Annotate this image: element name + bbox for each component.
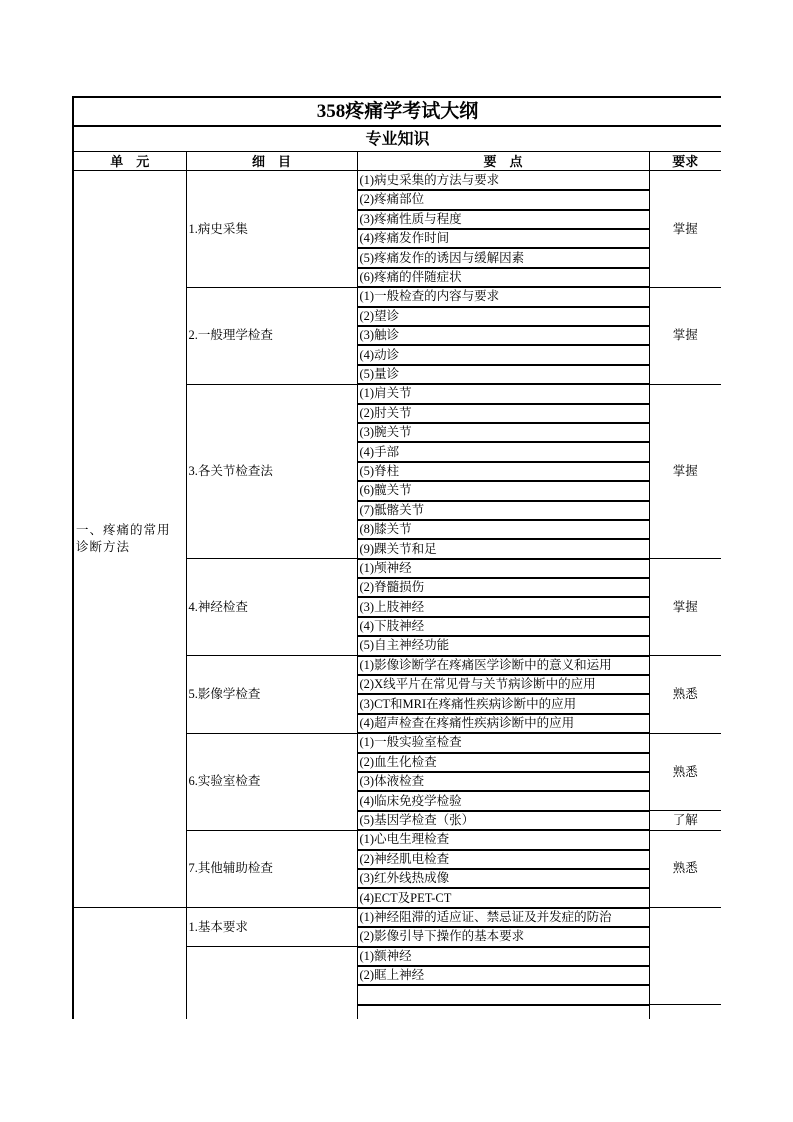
requirement-level <box>649 908 721 1005</box>
key-point <box>357 1005 649 1019</box>
key-point: (2)影像引导下操作的基本要求 <box>357 927 649 946</box>
key-point: (5)量诊 <box>357 365 649 384</box>
key-point: (5)基因学检查（张） <box>357 811 649 830</box>
key-point: (1)影像诊断学在疼痛医学诊断中的意义和运用 <box>357 656 649 675</box>
key-point: (2)血生化检查 <box>357 753 649 772</box>
syllabus-table <box>72 96 721 1019</box>
item-name <box>186 947 357 1019</box>
key-point: (3)腕关节 <box>357 423 649 442</box>
header-unit: 单 元 <box>73 152 186 171</box>
key-point: (3)体液检查 <box>357 772 649 791</box>
item-name: 3.各关节检查法 <box>186 384 357 559</box>
key-point: (4)动诊 <box>357 345 649 364</box>
key-point: (4)疼痛发作时间 <box>357 229 649 248</box>
item-name: 4.神经检查 <box>186 559 357 656</box>
table-row <box>73 908 721 927</box>
key-point: (1)神经阻滞的适应证、禁忌证及并发症的防治 <box>357 908 649 927</box>
syllabus-page <box>72 96 721 1019</box>
section-subtitle: 专业知识 <box>73 126 721 152</box>
requirement-level: 熟悉 <box>649 830 721 908</box>
header-requirement: 要求 <box>649 152 721 171</box>
key-point: (3)疼痛性质与程度 <box>357 210 649 229</box>
key-point: (2)肘关节 <box>357 404 649 423</box>
key-point: (1)额神经 <box>357 947 649 966</box>
key-point: (6)疼痛的伴随症状 <box>357 268 649 287</box>
page-title: 358疼痛学考试大纲 <box>73 97 721 126</box>
key-point: (9)踝关节和足 <box>357 539 649 558</box>
key-point: (1)肩关节 <box>357 384 649 403</box>
key-point: (1)病史采集的方法与要求 <box>357 171 649 190</box>
requirement-level: 熟悉 <box>649 733 721 811</box>
key-point: (1)一般实验室检查 <box>357 733 649 752</box>
key-point: (2)X线平片在常见骨与关节病诊断中的应用 <box>357 675 649 694</box>
header-item: 细 目 <box>186 152 357 171</box>
header-point: 要 点 <box>357 152 649 171</box>
key-point: (2)疼痛部位 <box>357 190 649 209</box>
item-name: 1.病史采集 <box>186 171 357 287</box>
key-point <box>357 985 649 1004</box>
key-point: (2)神经肌电检查 <box>357 850 649 869</box>
requirement-level: 掌握 <box>649 171 721 287</box>
key-point: (8)膝关节 <box>357 520 649 539</box>
key-point: (4)下肢神经 <box>357 617 649 636</box>
key-point: (1)心电生理检查 <box>357 830 649 849</box>
unit-name <box>73 908 186 1019</box>
table-row <box>73 171 721 190</box>
requirement-level: 熟悉 <box>649 656 721 734</box>
key-point: (2)望诊 <box>357 307 649 326</box>
key-point: (3)红外线热成像 <box>357 869 649 888</box>
key-point: (6)髋关节 <box>357 481 649 500</box>
requirement-level: 掌握 <box>649 384 721 559</box>
key-point: (2)眶上神经 <box>357 966 649 985</box>
key-point: (3)上肢神经 <box>357 597 649 616</box>
key-point: (3)CT和MRI在疼痛性疾病诊断中的应用 <box>357 694 649 713</box>
key-point: (1)一般检查的内容与要求 <box>357 287 649 306</box>
item-name: 2.一般理学检查 <box>186 287 357 384</box>
key-point: (2)脊髓损伤 <box>357 578 649 597</box>
key-point: (3)触诊 <box>357 326 649 345</box>
key-point: (7)骶髂关节 <box>357 501 649 520</box>
key-point: (5)自主神经功能 <box>357 636 649 655</box>
key-point: (1)颅神经 <box>357 559 649 578</box>
requirement-level: 了解 <box>649 811 721 830</box>
requirement-level: 掌握 <box>649 559 721 656</box>
requirement-level: 掌握 <box>649 287 721 384</box>
item-name: 1.基本要求 <box>186 908 357 947</box>
key-point: (4)超声检查在疼痛性疾病诊断中的应用 <box>357 714 649 733</box>
key-point: (4)手部 <box>357 442 649 461</box>
unit-name: 一、疼痛的常用诊断方法 <box>73 171 186 908</box>
item-name: 5.影像学检查 <box>186 656 357 734</box>
key-point: (4)临床免疫学检验 <box>357 791 649 810</box>
key-point: (5)脊柱 <box>357 462 649 481</box>
key-point: (5)疼痛发作的诱因与缓解因素 <box>357 248 649 267</box>
item-name: 7.其他辅助检查 <box>186 830 357 908</box>
key-point: (4)ECT及PET-CT <box>357 888 649 907</box>
item-name: 6.实验室检查 <box>186 733 357 830</box>
